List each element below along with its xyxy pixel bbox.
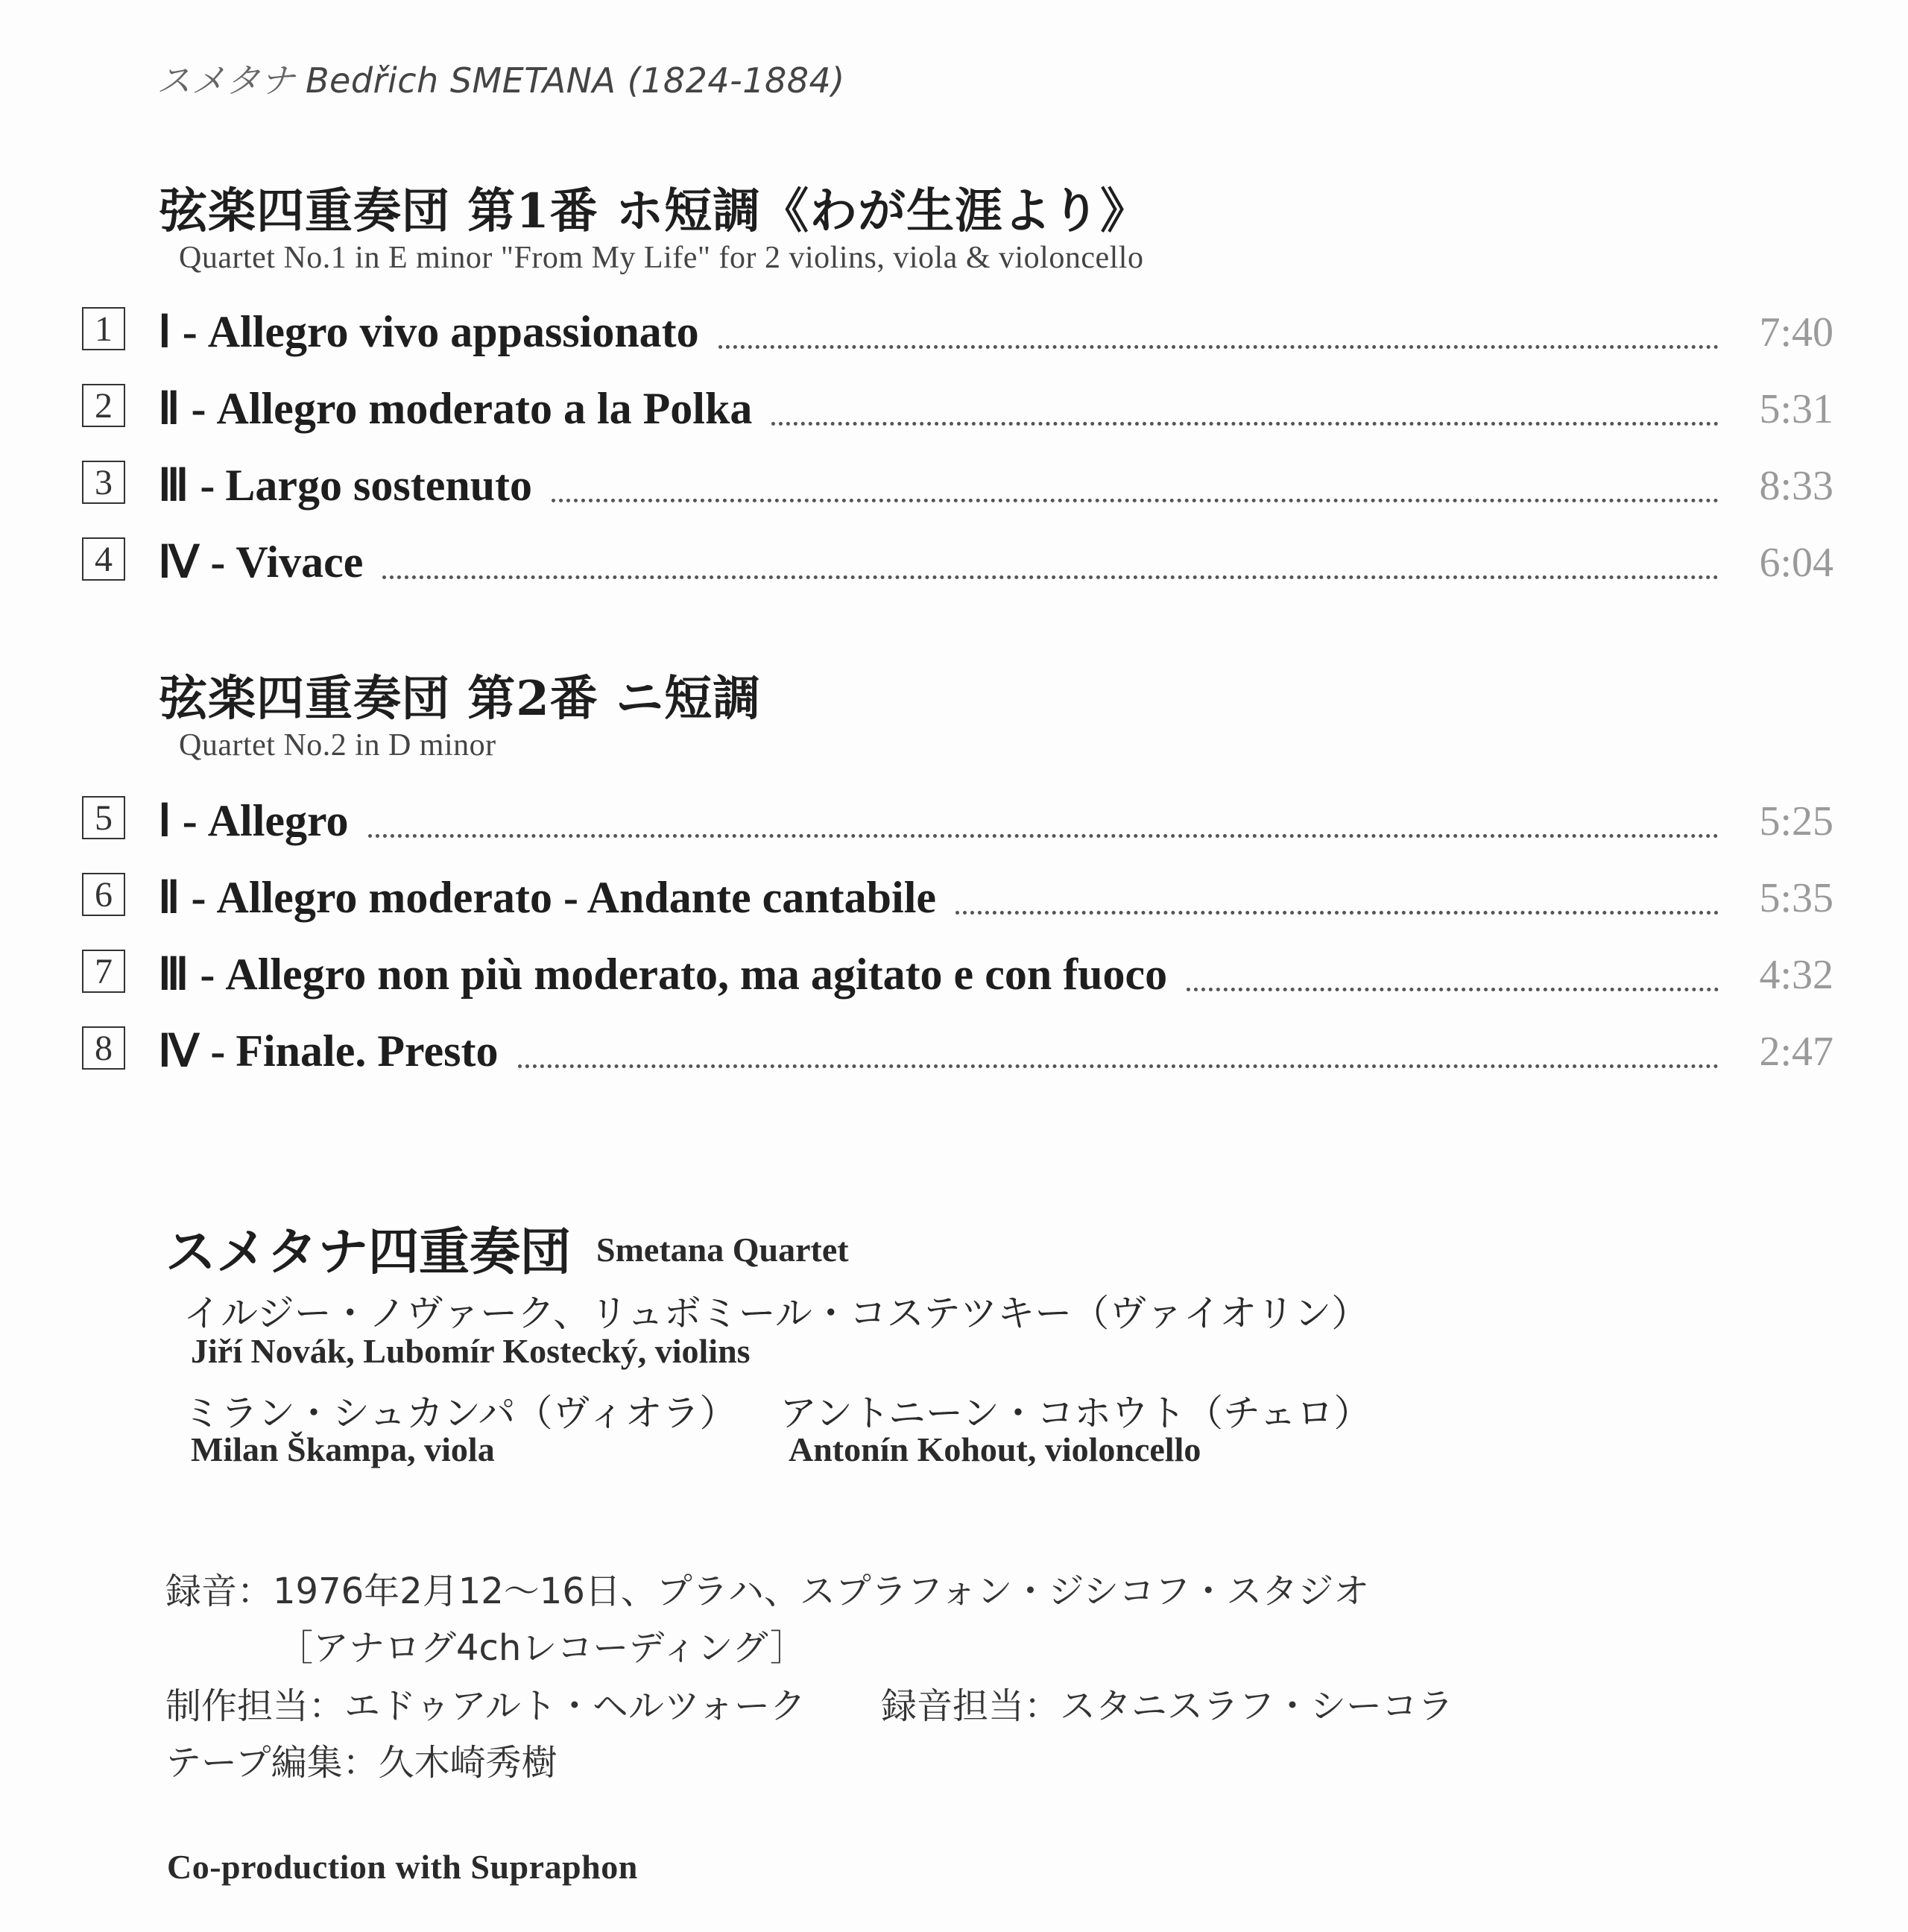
track-5[interactable]	[82, 795, 1833, 850]
track-number: 3	[82, 461, 125, 504]
violins-en: Jiří Novák, Lubomír Kostecký, violins	[191, 1332, 751, 1370]
movement-number: Ⅱ -	[158, 384, 206, 433]
movement-number: Ⅲ -	[158, 950, 215, 999]
composer-name-ja: スメタナ	[157, 60, 295, 101]
dot-leader	[771, 422, 1719, 426]
work-1-title-ja: 弦楽四重奏団 第1番 ホ短調《わが生涯より》	[159, 183, 1149, 239]
movement-number: Ⅰ -	[158, 796, 198, 845]
cello-en: Antonín Kohout, violoncello	[789, 1430, 1201, 1468]
dot-leader	[368, 834, 1719, 838]
track-title: Finale. Presto	[236, 1026, 499, 1076]
engineer-credit: 録音担当：スタニスラフ・シーコラ	[881, 1685, 1454, 1727]
viola-ja: ミラン・シュカンパ（ヴィオラ）	[183, 1392, 737, 1435]
tape-editing-credit: テープ編集：久木崎秀樹	[165, 1742, 557, 1784]
track-duration: 2:47	[1759, 1029, 1833, 1075]
cello-ja: アントニーン・コホウト（チェロ）	[780, 1392, 1371, 1435]
dot-leader	[955, 911, 1719, 915]
track-3[interactable]	[82, 459, 1833, 514]
violins-ja: イルジー・ノヴァーク、リュボミール・コステツキー（ヴァイオリン）	[183, 1292, 1369, 1335]
track-6[interactable]	[82, 871, 1833, 926]
movement-number: Ⅲ -	[158, 461, 215, 510]
coproduction-note: Co-production with Supraphon	[167, 1848, 638, 1886]
track-duration: 5:31	[1759, 386, 1833, 432]
work-1-title-en: Quartet No.1 in E minor "From My Life" for 2 violins, viola & violoncello	[179, 241, 1144, 275]
composer-heading	[157, 54, 845, 103]
track-number: 4	[82, 537, 125, 581]
track-duration: 8:33	[1759, 463, 1833, 509]
track-number: 8	[82, 1026, 125, 1070]
dot-leader	[552, 499, 1719, 502]
composer-name-en: Bedřich SMETANA (1824-1884)	[306, 60, 845, 101]
track-title: Allegro moderato - Andante cantabile	[216, 873, 936, 922]
track-number: 7	[82, 950, 125, 993]
recording-note: ［アナログ4chレコーディング］	[277, 1627, 806, 1669]
movement-number: Ⅰ -	[158, 307, 198, 356]
producer-credit: 制作担当：エドゥアルト・ヘルツォーク	[165, 1685, 806, 1727]
ensemble-name-en: Smetana Quartet	[596, 1231, 849, 1269]
track-duration: 7:40	[1759, 309, 1833, 356]
dot-leader	[382, 575, 1719, 579]
track-duration: 6:04	[1759, 540, 1833, 586]
viola-en: Milan Škampa, viola	[191, 1430, 495, 1468]
dot-leader	[1187, 988, 1719, 991]
track-duration: 5:35	[1759, 875, 1833, 921]
track-title: Allegro moderato a la Polka	[216, 384, 753, 433]
ensemble-name-ja: スメタナ四重奏団	[165, 1223, 572, 1282]
track-7[interactable]	[82, 948, 1833, 1003]
dot-leader	[518, 1064, 1719, 1068]
dot-leader	[718, 345, 1719, 349]
track-number: 2	[82, 384, 125, 427]
track-duration: 5:25	[1759, 798, 1833, 845]
track-1[interactable]	[82, 306, 1833, 361]
track-number: 1	[82, 307, 125, 350]
track-4[interactable]	[82, 536, 1833, 591]
track-number: 6	[82, 873, 125, 916]
track-number: 5	[82, 796, 125, 839]
track-title: Allegro non più moderato, ma agitato e con fuoco	[225, 950, 1168, 999]
movement-number: Ⅳ -	[158, 537, 226, 587]
track-title: Largo sostenuto	[225, 461, 533, 510]
recording-credit: 録音：1976年2月12～16日、プラハ、スプラフォン・ジシコフ・スタジオ	[165, 1570, 1370, 1612]
track-title: Allegro vivo appassionato	[207, 307, 699, 356]
track-title: Allegro	[207, 796, 349, 845]
movement-number: Ⅳ -	[158, 1026, 226, 1076]
work-2-title-ja: 弦楽四重奏団 第2番 ニ短調	[159, 671, 762, 727]
track-2[interactable]	[82, 382, 1833, 438]
movement-number: Ⅱ -	[158, 873, 206, 922]
work-2-title-en: Quartet No.2 in D minor	[179, 728, 496, 763]
track-title: Vivace	[236, 537, 364, 587]
track-8[interactable]	[82, 1025, 1833, 1080]
track-duration: 4:32	[1759, 952, 1833, 998]
